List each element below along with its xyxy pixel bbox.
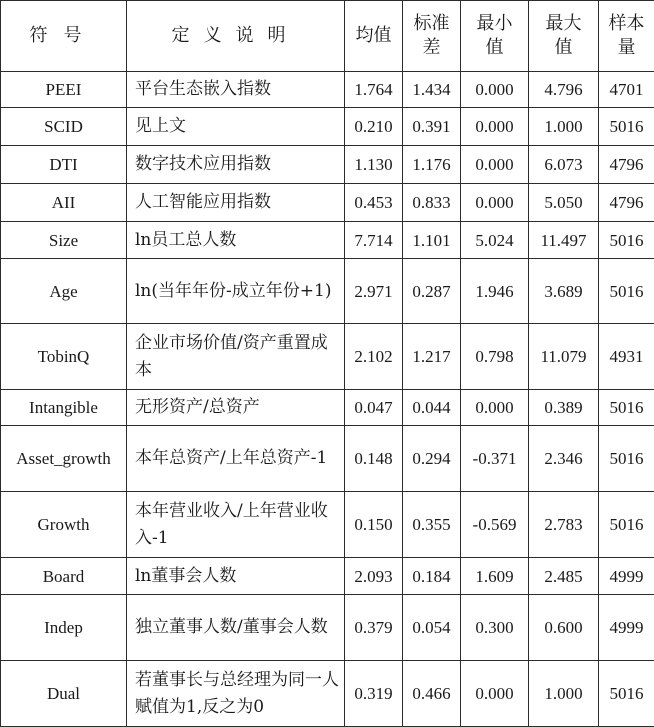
header-max: 最大值 — [529, 1, 599, 72]
cell-definition: ln(当年年份-成立年份+1) — [127, 259, 345, 324]
cell-min: 0.000 — [461, 390, 529, 426]
cell-symbol: Size — [1, 222, 127, 259]
cell-definition: ln员工总人数 — [127, 222, 345, 259]
cell-symbol: Board — [1, 558, 127, 595]
table-row — [1, 661, 654, 727]
cell-n: 4999 — [599, 558, 654, 595]
cell-min: 0.798 — [461, 324, 529, 390]
header-n: 样本量 — [599, 1, 654, 72]
cell-sd: 0.355 — [403, 492, 461, 558]
cell-sd: 0.287 — [403, 259, 461, 324]
cell-n: 5016 — [599, 259, 654, 324]
cell-mean: 0.150 — [345, 492, 403, 558]
cell-max: 4.796 — [529, 72, 599, 108]
cell-sd: 1.101 — [403, 222, 461, 259]
table-row — [1, 426, 654, 492]
cell-max: 2.485 — [529, 558, 599, 595]
cell-n: 5016 — [599, 492, 654, 558]
cell-min: 0.000 — [461, 72, 529, 108]
cell-sd: 0.391 — [403, 108, 461, 146]
cell-min: 5.024 — [461, 222, 529, 259]
table-row — [1, 222, 654, 259]
cell-n: 5016 — [599, 426, 654, 492]
table-row — [1, 595, 654, 661]
cell-n: 5016 — [599, 390, 654, 426]
cell-definition: 平台生态嵌入指数 — [127, 72, 345, 108]
cell-sd: 0.466 — [403, 661, 461, 727]
header-definition: 定义说明 — [127, 1, 345, 72]
cell-sd: 0.833 — [403, 184, 461, 222]
cell-max: 11.497 — [529, 222, 599, 259]
cell-mean: 0.148 — [345, 426, 403, 492]
cell-symbol: Growth — [1, 492, 127, 558]
cell-mean: 7.714 — [345, 222, 403, 259]
cell-symbol: Indep — [1, 595, 127, 661]
cell-max: 5.050 — [529, 184, 599, 222]
cell-mean: 2.971 — [345, 259, 403, 324]
cell-definition: 本年营业收入/上年营业收入-1 — [127, 492, 345, 558]
cell-mean: 0.047 — [345, 390, 403, 426]
table-row — [1, 184, 654, 222]
cell-symbol: Age — [1, 259, 127, 324]
cell-definition: 本年总资产/上年总资产-1 — [127, 426, 345, 492]
header-mean: 均值 — [345, 1, 403, 72]
cell-mean: 0.319 — [345, 661, 403, 727]
cell-sd: 1.217 — [403, 324, 461, 390]
cell-min: -0.371 — [461, 426, 529, 492]
cell-max: 1.000 — [529, 108, 599, 146]
cell-min: -0.569 — [461, 492, 529, 558]
cell-mean: 2.102 — [345, 324, 403, 390]
cell-n: 5016 — [599, 108, 654, 146]
cell-symbol: Dual — [1, 661, 127, 727]
cell-n: 4796 — [599, 146, 654, 184]
cell-n: 5016 — [599, 222, 654, 259]
cell-definition: 人工智能应用指数 — [127, 184, 345, 222]
table-row — [1, 492, 654, 558]
cell-definition: 数字技术应用指数 — [127, 146, 345, 184]
cell-sd: 1.176 — [403, 146, 461, 184]
cell-n: 4931 — [599, 324, 654, 390]
cell-n: 4701 — [599, 72, 654, 108]
cell-mean: 0.453 — [345, 184, 403, 222]
cell-sd: 0.184 — [403, 558, 461, 595]
cell-mean: 2.093 — [345, 558, 403, 595]
cell-symbol: PEEI — [1, 72, 127, 108]
cell-mean: 0.379 — [345, 595, 403, 661]
cell-max: 11.079 — [529, 324, 599, 390]
cell-sd: 0.054 — [403, 595, 461, 661]
cell-definition: 见上文 — [127, 108, 345, 146]
cell-definition: 若董事长与总经理为同一人赋值为1,反之为0 — [127, 661, 345, 727]
cell-symbol: SCID — [1, 108, 127, 146]
cell-min: 1.946 — [461, 259, 529, 324]
cell-min: 1.609 — [461, 558, 529, 595]
cell-sd: 1.434 — [403, 72, 461, 108]
cell-n: 5016 — [599, 661, 654, 727]
cell-max: 2.783 — [529, 492, 599, 558]
cell-max: 6.073 — [529, 146, 599, 184]
cell-min: 0.300 — [461, 595, 529, 661]
cell-max: 0.600 — [529, 595, 599, 661]
cell-symbol: TobinQ — [1, 324, 127, 390]
header-min: 最小值 — [461, 1, 529, 72]
cell-definition: ln董事会人数 — [127, 558, 345, 595]
cell-definition: 企业市场价值/资产重置成本 — [127, 324, 345, 390]
cell-definition: 独立董事人数/董事会人数 — [127, 595, 345, 661]
cell-max: 0.389 — [529, 390, 599, 426]
cell-mean: 1.130 — [345, 146, 403, 184]
header-symbol: 符号 — [1, 1, 127, 72]
table-row — [1, 558, 654, 595]
cell-min: 0.000 — [461, 146, 529, 184]
cell-mean: 0.210 — [345, 108, 403, 146]
cell-n: 4796 — [599, 184, 654, 222]
cell-symbol: AII — [1, 184, 127, 222]
table-body — [1, 72, 654, 727]
table-row — [1, 72, 654, 108]
cell-definition: 无形资产/总资产 — [127, 390, 345, 426]
cell-min: 0.000 — [461, 661, 529, 727]
cell-symbol: Asset_growth — [1, 426, 127, 492]
cell-sd: 0.044 — [403, 390, 461, 426]
table-row — [1, 108, 654, 146]
table-row — [1, 259, 654, 324]
cell-symbol: Intangible — [1, 390, 127, 426]
cell-min: 0.000 — [461, 108, 529, 146]
cell-max: 1.000 — [529, 661, 599, 727]
cell-sd: 0.294 — [403, 426, 461, 492]
table-row — [1, 324, 654, 390]
cell-n: 4999 — [599, 595, 654, 661]
cell-max: 2.346 — [529, 426, 599, 492]
header-sd: 标准差 — [403, 1, 461, 72]
cell-max: 3.689 — [529, 259, 599, 324]
table-row — [1, 146, 654, 184]
table-row — [1, 390, 654, 426]
cell-symbol: DTI — [1, 146, 127, 184]
cell-mean: 1.764 — [345, 72, 403, 108]
cell-min: 0.000 — [461, 184, 529, 222]
header-row — [1, 1, 654, 72]
